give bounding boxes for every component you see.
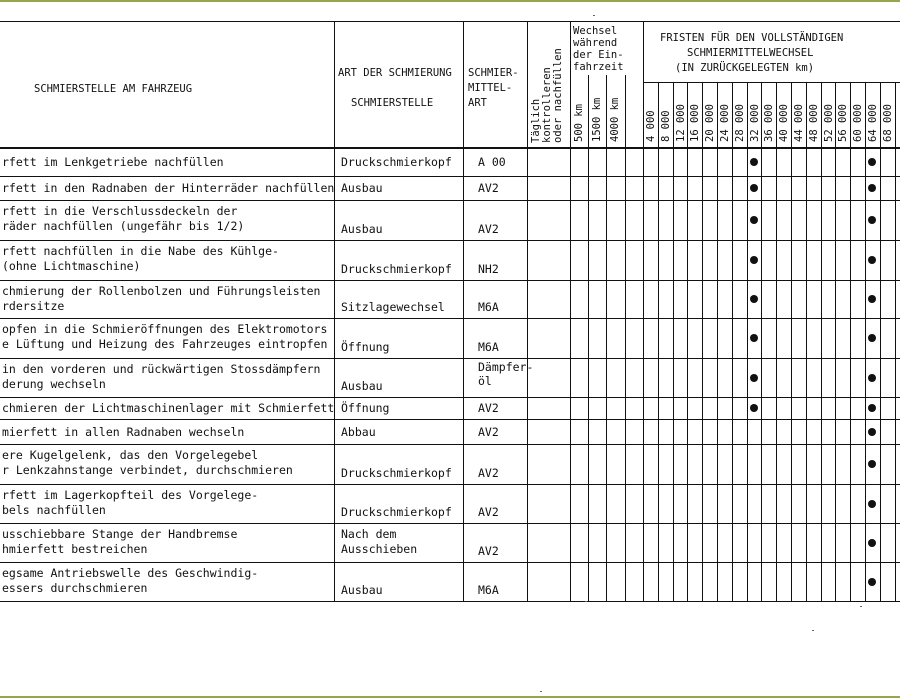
scan-speck [585,601,587,602]
row-lubrication-type: Öffnung [341,401,390,415]
km-interval-label: 40 000 [778,104,790,142]
grid-line [606,75,607,601]
grid-line [0,523,900,524]
column-header-break-in-change: Wechsel [573,25,618,37]
row-lubrication-type: Öffnung [341,340,390,354]
row-lubricant-type: Dämpfer- [478,360,534,374]
row-description: e Lüftung und Heizung des Fahrzeuges eintropfen [2,337,328,351]
km-interval-label: 4 000 [645,110,657,142]
interval-dot-marker [868,428,876,436]
grid-line [0,240,900,241]
column-header-lubricant-type: SCHMIER- [468,67,519,79]
grid-line [776,82,777,601]
row-lubricant-type: AV2 [478,401,499,415]
column-header-change-intervals: (IN ZURÜCKGELEGTEN km) [675,62,815,74]
row-description: essers durchschmieren [2,581,148,595]
interval-dot-marker [868,578,876,586]
grid-line [761,82,762,601]
row-description: usschiebbare Stange der Handbremse [2,527,238,541]
row-lubricant-type: M6A [478,300,499,314]
grid-line [717,82,718,601]
interval-dot-marker [750,184,758,192]
row-description: rfett in die Verschlussdeckeln der [2,204,238,218]
row-description: r Lenkzahnstange verbindet, durchschmieren [2,463,293,477]
interval-dot-marker [868,374,876,382]
km-interval-label: 56 000 [837,104,849,142]
grid-line [643,82,900,83]
scan-speck [540,691,542,692]
row-lubricant-type: NH2 [478,262,499,276]
grid-line [895,82,896,601]
column-header-lubrication-point: SCHMIERSTELLE AM FAHRZEUG [34,83,193,95]
column-header-break-in-change: der Ein- [573,49,624,61]
interval-dot-marker [868,184,876,192]
scan-speck [860,606,862,607]
row-lubrication-type: Ausbau [341,222,383,236]
row-description: ere Kugelgelenk, das den Vorgelegebel [2,448,259,462]
row-lubrication-type: Abbau [341,425,376,439]
km-interval-label: 68 000 [882,104,894,142]
grid-line [0,358,900,359]
grid-line [732,82,733,601]
interval-dot-marker [750,334,758,342]
row-lubricant-type: AV2 [478,544,499,558]
grid-line [835,82,836,601]
grid-line [643,21,644,601]
row-description: derung wechseln [2,377,106,391]
row-description: rfett nachfüllen in die Nabe des Kühlge- [2,244,279,258]
grid-line [625,75,626,601]
scan-speck [812,630,814,631]
row-lubrication-type: Sitzlagewechsel [341,300,445,314]
km-interval-label: 28 000 [734,104,746,142]
grid-line [865,82,866,601]
grid-line [687,82,688,601]
interval-dot-marker [750,256,758,264]
grid-line [0,176,900,177]
row-lubricant-type: AV2 [478,505,499,519]
interval-dot-marker [750,216,758,224]
grid-line [334,21,335,601]
column-header-break-in-change: während [573,37,618,49]
grid-line [0,397,900,398]
grid-line [527,21,528,601]
column-header-change-intervals: SCHMIERMITTELWECHSEL [687,47,814,59]
grid-line [850,82,851,601]
grid-line [0,444,900,445]
grid-line [702,82,703,601]
km-interval-label: 36 000 [763,104,775,142]
column-header-lubrication-point-sub: SCHMIERSTELLE [351,97,434,109]
column-header-lubrication-type: ART DER SCHMIERUNG [338,67,452,79]
row-lubrication-type: Druckschmierkopf [341,262,452,276]
interval-dot-marker [750,295,758,303]
grid-line [806,82,807,601]
grid-line [673,82,674,601]
row-lubrication-type: Ausbau [341,181,383,195]
row-lubricant-type: AV2 [478,222,499,236]
row-lubricant-type: öl [478,374,492,388]
km-interval-label: 24 000 [719,104,731,142]
km-interval-label: 64 000 [867,104,879,142]
km-interval-label: 48 000 [808,104,820,142]
interval-dot-marker [868,334,876,342]
column-header-change-intervals: FRISTEN FÜR DEN VOLLSTÄNDIGEN [660,32,844,44]
row-description: opfen in die Schmieröffnungen des Elektromotors [2,322,328,336]
row-lubrication-type: Nach dem [341,527,397,541]
column-header-daily-check: oder nachfüllen [552,48,564,143]
interval-dot-marker [868,216,876,224]
column-header-change-km: 500 km [573,104,585,142]
bottom-border [0,696,900,698]
grid-line [570,21,571,601]
grid-line [821,82,822,601]
interval-dot-marker [868,404,876,412]
grid-line [0,200,900,201]
row-lubrication-type: Druckschmierkopf [341,505,452,519]
column-header-change-km: 4000 km [609,97,621,142]
interval-dot-marker [750,158,758,166]
row-description: rdersitze [2,299,65,313]
row-description: bels nachfüllen [2,503,106,517]
row-description: räder nachfüllen (ungefähr bis 1/2) [2,219,245,233]
column-header-daily-check: Täglich [530,98,542,143]
row-lubricant-type: M6A [478,583,499,597]
row-description: in den vorderen und rückwärtigen Stossdämpfern [2,362,321,376]
row-description: chmieren der Lichtmaschinenlager mit Schmierfett [2,401,335,415]
grid-line [0,419,900,420]
km-interval-label: 60 000 [852,104,864,142]
row-lubricant-type: M6A [478,340,499,354]
row-description: hmierfett bestreichen [2,542,148,556]
km-interval-label: 12 000 [675,104,687,142]
row-description: egsame Antriebswelle des Geschwindig- [2,566,259,580]
grid-line [880,82,881,601]
km-interval-label: 16 000 [689,104,701,142]
row-lubricant-type: AV2 [478,425,499,439]
row-description: mierfett in allen Radnaben wechseln [2,425,245,439]
km-interval-label: 44 000 [793,104,805,142]
interval-dot-marker [868,500,876,508]
column-header-daily-check: kontrolleren [541,67,553,143]
row-lubrication-type: Druckschmierkopf [341,466,452,480]
interval-dot-marker [750,374,758,382]
row-lubricant-type: A 00 [478,155,506,169]
row-lubricant-type: AV2 [478,466,499,480]
row-description: rfett im Lenkgetriebe nachfüllen [2,155,224,169]
column-header-lubricant-type: ART [468,97,487,109]
grid-line [0,484,900,485]
grid-line [588,75,589,601]
row-lubrication-type: Ausbau [341,379,383,393]
row-description: chmierung der Rollenbolzen und Führungsleisten [2,284,321,298]
interval-dot-marker [868,539,876,547]
row-description: (ohne Lichtmaschine) [2,259,141,273]
column-header-lubricant-type: MITTEL- [468,82,513,94]
row-description: rfett im Lagerkopfteil des Vorgelege- [2,488,259,502]
km-interval-label: 52 000 [823,104,835,142]
grid-line [0,147,900,149]
grid-line [0,562,900,563]
row-lubrication-type: Ausbau [341,583,383,597]
grid-line [747,82,748,601]
interval-dot-marker [868,158,876,166]
interval-dot-marker [750,404,758,412]
interval-dot-marker [868,460,876,468]
grid-line [658,82,659,601]
row-description: rfett in den Radnaben der Hinterräder nachfüllen [2,181,335,195]
column-header-break-in-change: fahrzeit [573,61,624,73]
interval-dot-marker [868,295,876,303]
grid-line [0,21,900,22]
row-lubricant-type: AV2 [478,181,499,195]
km-interval-label: 32 000 [749,104,761,142]
grid-line [0,601,900,602]
grid-line [0,318,900,319]
km-interval-label: 8 000 [660,110,672,142]
grid-line [463,21,464,601]
scan-speck [593,15,595,16]
column-header-change-km: 1500 km [591,97,603,142]
grid-line [791,82,792,601]
row-lubrication-type: Druckschmierkopf [341,155,452,169]
row-lubrication-type: Ausschieben [341,542,418,556]
interval-dot-marker [868,256,876,264]
grid-line [0,280,900,281]
km-interval-label: 20 000 [704,104,716,142]
